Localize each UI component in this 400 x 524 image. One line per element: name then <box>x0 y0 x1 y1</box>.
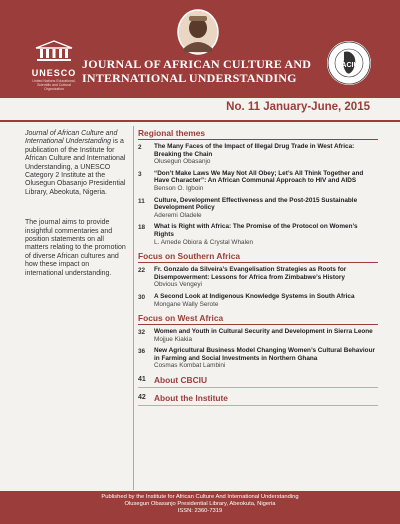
footer-issn: ISSN: 2360-7319 <box>177 508 223 515</box>
column-divider <box>133 126 134 490</box>
toc-page-number: 36 <box>138 348 146 356</box>
toc-entry-body <box>154 266 378 289</box>
toc-page-number: 32 <box>138 329 146 337</box>
article-title: New Agricultural Business Model Changing Women’s Cultural Behaviour in Farming and Social Investments in Northern Ghana <box>154 347 375 362</box>
portrait-emblem <box>176 8 220 56</box>
article-title: What is Right with Africa: The Promise of the Protocol on Women’s Rights <box>154 223 358 238</box>
article-title: Culture, Development Effectiveness and the Post-2015 Sustainable Development Policy <box>154 196 358 212</box>
toc-entry-body <box>154 328 378 343</box>
article-author: Aderemi Oladele <box>154 211 202 219</box>
about-journal <box>25 130 128 300</box>
journal-title-line2: INTERNATIONAL UNDERSTANDING <box>82 71 297 85</box>
journal-title-line1: JOURNAL OF AFRICAN CULTURE AND <box>82 57 312 71</box>
footer-address: Olusegun Obasanjo Presidential Library, Abeokuta, Nigeria <box>124 501 276 508</box>
toc-page-number: 30 <box>138 293 146 301</box>
toc-section <box>138 128 378 246</box>
aims-paragraph: The journal aims to provide insightful commentaries and position statements on all matters relating to the promotion of diverse African cultures and how these impact on international understanding. <box>25 219 126 277</box>
toc-page-number: 2 <box>138 144 142 151</box>
toc-page-number: 41 <box>138 376 146 384</box>
article-title: Fr. Gonzalo da Silveira’s Evangelisation Strategies as Roots for Disempowerment: Lessons for Africa from Zimbabwe’s History <box>154 266 347 281</box>
toc-page-number: 22 <box>138 267 146 275</box>
toc-entry-body <box>154 293 378 308</box>
issue-number: No. 11 January-June, 2015 <box>226 101 370 113</box>
toc-page-number: 18 <box>138 224 146 232</box>
journal-name-italic: Journal of African Culture and International Understanding <box>25 130 118 146</box>
article-title: “Don’t Make Laws We May Not All Obey; Let’s All Think Together and Have Character”: An African Communal Approach to HIV and AIDS <box>154 169 364 185</box>
article-author: Cosmas Kombat Lambini <box>154 362 226 370</box>
toc-page-number: 11 <box>138 197 145 205</box>
article-author: Obvious Vengeyi <box>154 281 202 289</box>
section-heading: Focus on Southern Africa <box>138 251 378 263</box>
iaciu-logo <box>326 40 372 86</box>
footer <box>0 491 400 524</box>
toc-entry-body <box>154 197 378 220</box>
article-author: Benson O. Igboin <box>154 184 204 192</box>
toc-entry-body <box>154 170 378 193</box>
article-author: Mojjue Kiakia <box>154 335 193 343</box>
issue-rule <box>0 120 400 122</box>
about-paragraph-rest: is a publication of the Institute for African Culture and International Understanding, a UNESCO Category 2 Institute at the Olusegun Obasanjo Presidential Library, Abeokuta, Nigeria. <box>25 138 126 196</box>
toc-standalone-entry[interactable] <box>138 393 378 406</box>
article-author: L. Amede Obiora & Crystal Whalen <box>154 238 254 246</box>
toc-entry[interactable] <box>138 293 378 308</box>
toc-entry-body <box>154 223 378 246</box>
toc-entry[interactable] <box>138 328 378 343</box>
toc-entry[interactable] <box>138 266 378 289</box>
standalone-label: About the Institute <box>154 393 228 404</box>
table-of-contents <box>138 128 378 411</box>
article-author: Olusegun Obasanjo <box>154 158 211 166</box>
article-author: Mongane Wally Serote <box>154 300 219 308</box>
unesco-temple-icon <box>34 40 74 62</box>
unesco-logo <box>30 40 78 91</box>
toc-page-number: 3 <box>138 170 142 178</box>
article-title: Women and Youth in Cultural Security and Development in Sierra Leone <box>154 328 373 336</box>
toc-page-number: 42 <box>138 394 146 402</box>
about-paragraph <box>25 130 128 197</box>
toc-entry[interactable] <box>138 197 378 220</box>
journal-title <box>82 57 322 85</box>
section-heading: Regional themes <box>138 128 378 140</box>
toc-section <box>138 251 378 308</box>
toc-section <box>138 313 378 370</box>
toc-entry[interactable] <box>138 170 378 193</box>
toc-entry[interactable] <box>138 143 378 166</box>
toc-entry-body <box>154 347 378 370</box>
iaciu-logo-text: IACIU <box>339 62 359 69</box>
section-heading: Focus on West Africa <box>138 313 378 325</box>
toc-entry-body <box>154 143 378 166</box>
article-title: A Second Look at Indigenous Knowledge Systems in South Africa <box>154 292 355 300</box>
issue-bar <box>0 98 400 120</box>
article-title: The Many Faces of the Impact of Illegal Drug Trade in West Africa: Breaking the Chain <box>154 143 355 158</box>
unesco-wordmark: UNESCO <box>31 68 77 78</box>
standalone-label: About CBCIU <box>154 375 208 386</box>
toc-entry[interactable] <box>138 223 378 246</box>
masthead <box>0 0 400 98</box>
footer-publisher: Published by the Institute for African Culture And International Understanding <box>101 494 299 500</box>
toc-entry[interactable] <box>138 347 378 370</box>
unesco-subtitle: United Nations Educational, Scientific and Cultural Organization <box>32 79 76 91</box>
toc-standalone-entry[interactable] <box>138 375 378 388</box>
